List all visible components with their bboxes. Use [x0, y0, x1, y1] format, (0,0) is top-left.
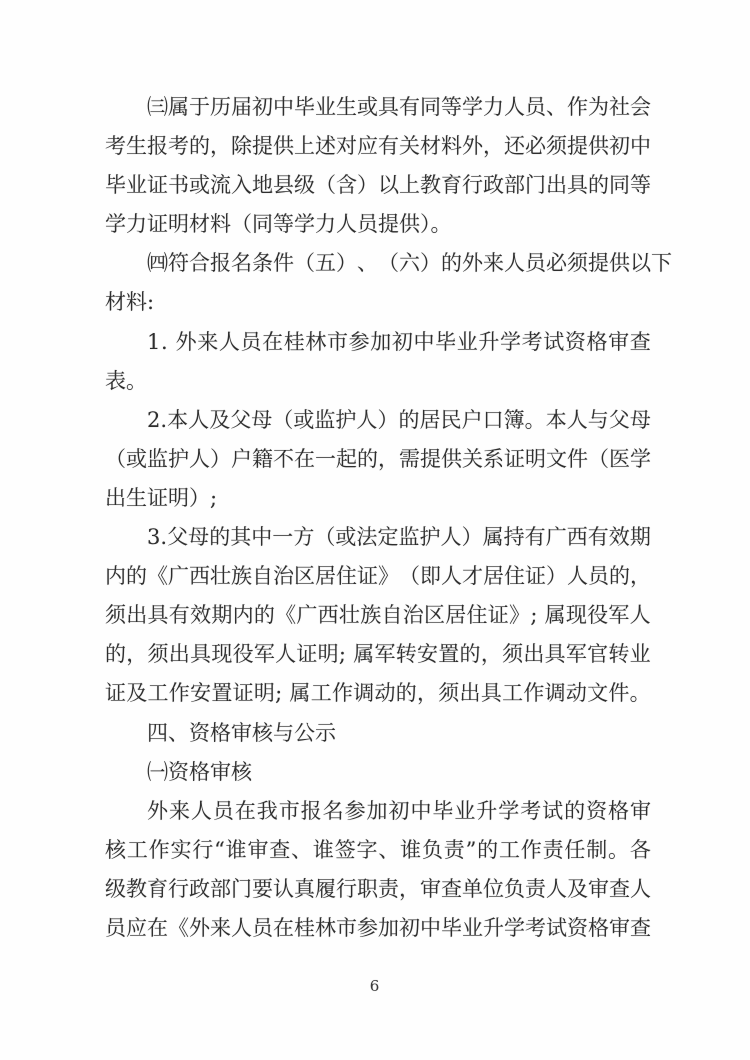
- text-line: 学力证明材料（同等学力人员提供）。: [105, 212, 452, 237]
- text-line: 2 . 本 人 及 父 母 （ 或 监 护 人 ） 的 居 民 户 口 簿 。 本 人 与 父 母: [147, 407, 651, 432]
- text-line: 1 . 外 来 人 员 在 桂 林 市 参 加 初 中 毕 业 升 学 考 试 资 格 审 查: [147, 329, 651, 354]
- text-line: 外 来 人 员 在 我 市 报 名 参 加 初 中 毕 业 升 学 考 试 的 资 格 审: [147, 798, 651, 823]
- text-line: 证 及 工 作 安 置 证 明 ; 属 工 作 调 动 的 ， 须 出 具 工 作 调 动 文 件 。: [105, 681, 651, 706]
- text-line: 的 ， 须 出 具 现 役 军 人 证 明 ; 属 军 转 安 置 的 ， 须 出 具 军 官 转 业: [105, 642, 651, 667]
- text-line: 级 教 育 行 政 部 门 要 认 真 履 行 职 责 ， 审 查 单 位 负 责 人 及 审 查 人: [105, 876, 651, 901]
- text-line: 3 . 父 母 的 其 中 一 方 （ 或 法 定 监 护 人 ） 属 持 有 广 西 有 效 期: [147, 525, 651, 550]
- text-line: 表。: [105, 368, 147, 393]
- document-text-body: [105, 88, 672, 948]
- text-line: 内 的 《 广 西 壮 族 自 治 区 居 住 证 》 （ 即 人 才 居 住 证 ） 人 员 的 ，: [105, 564, 651, 589]
- text-line: 须 出 具 有 效 期 内 的 《 广 西 壮 族 自 治 区 居 住 证 》 ; 属 现 役 军 人: [105, 603, 651, 628]
- text-line: ㈢ 属 于 历 届 初 中 毕 业 生 或 具 有 同 等 学 力 人 员 、 作 为 社 会: [147, 95, 651, 119]
- text-line: 毕 业 证 书 或 流 入 地 县 级 （ 含 ） 以 上 教 育 行 政 部 门 出 具 的 同 等: [105, 173, 651, 198]
- text-line: 核 工 作 实 行 “ 谁 审 查 、 谁 签 字 、 谁 负 责 ” 的 工 作 责 任 制 。 各: [105, 837, 651, 862]
- text-line: ㈣ 符 合 报 名 条 件 （ 五 ） 、 （ 六 ） 的 外 来 人 员 必 须 提 供 以 下: [147, 251, 672, 276]
- text-line: （ 或 监 护 人 ） 户 籍 不 在 一 起 的 ， 需 提 供 关 系 证 明 文 件 （ 医 学: [105, 446, 651, 471]
- text-line: 出生证明）;: [105, 485, 218, 510]
- text-line: 材料:: [105, 290, 155, 315]
- text-line: 四、资格审核与公示: [147, 720, 336, 745]
- text-line: 考 生 报 考 的 ， 除 提 供 上 述 对 应 有 关 材 料 外 ， 还 必 须 提 供 初 中: [105, 134, 651, 159]
- page-number: 6: [369, 977, 381, 995]
- text-line: 员 应 在 《 外 来 人 员 在 桂 林 市 参 加 初 中 毕 业 升 学 考 试 资 格 审 查: [105, 915, 651, 940]
- text-line: ㈠资格审核: [147, 759, 252, 784]
